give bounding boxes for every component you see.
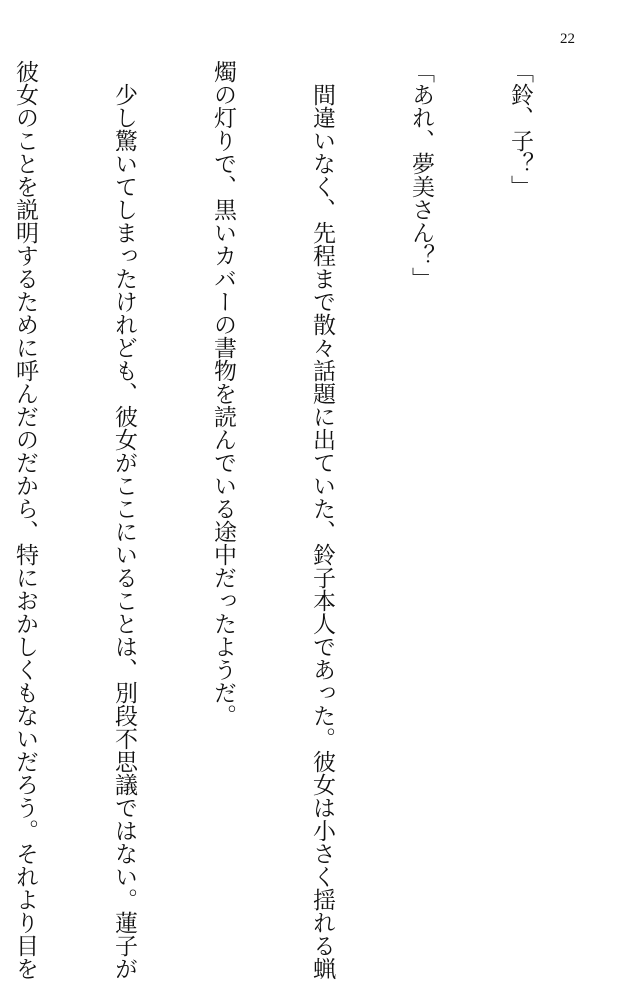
text-line-4: 燭の灯りで、黒いカバーの書物を読んでいる途中だったようだ。 [210, 60, 236, 727]
text-line-2: 「あれ、夢美さん？」 [408, 60, 434, 290]
text-line-6: 彼女のことを説明するために呼んだのだから、特におかしくもないだろう。それより目を [12, 60, 38, 980]
text-line-3: 間違いなく、先程まで散々話題に出ていた、鈴子本人であった。彼女は小さく揺れる蝋 [309, 60, 335, 980]
page-number: 22 [560, 31, 575, 47]
text-line-1: 「鈴、子？」 [507, 60, 533, 198]
body-text [12, 60, 602, 980]
text-line-5: 少し驚いてしまったけれども、彼女がここにいることは、別段不思議ではない。蓮子が [111, 60, 137, 980]
